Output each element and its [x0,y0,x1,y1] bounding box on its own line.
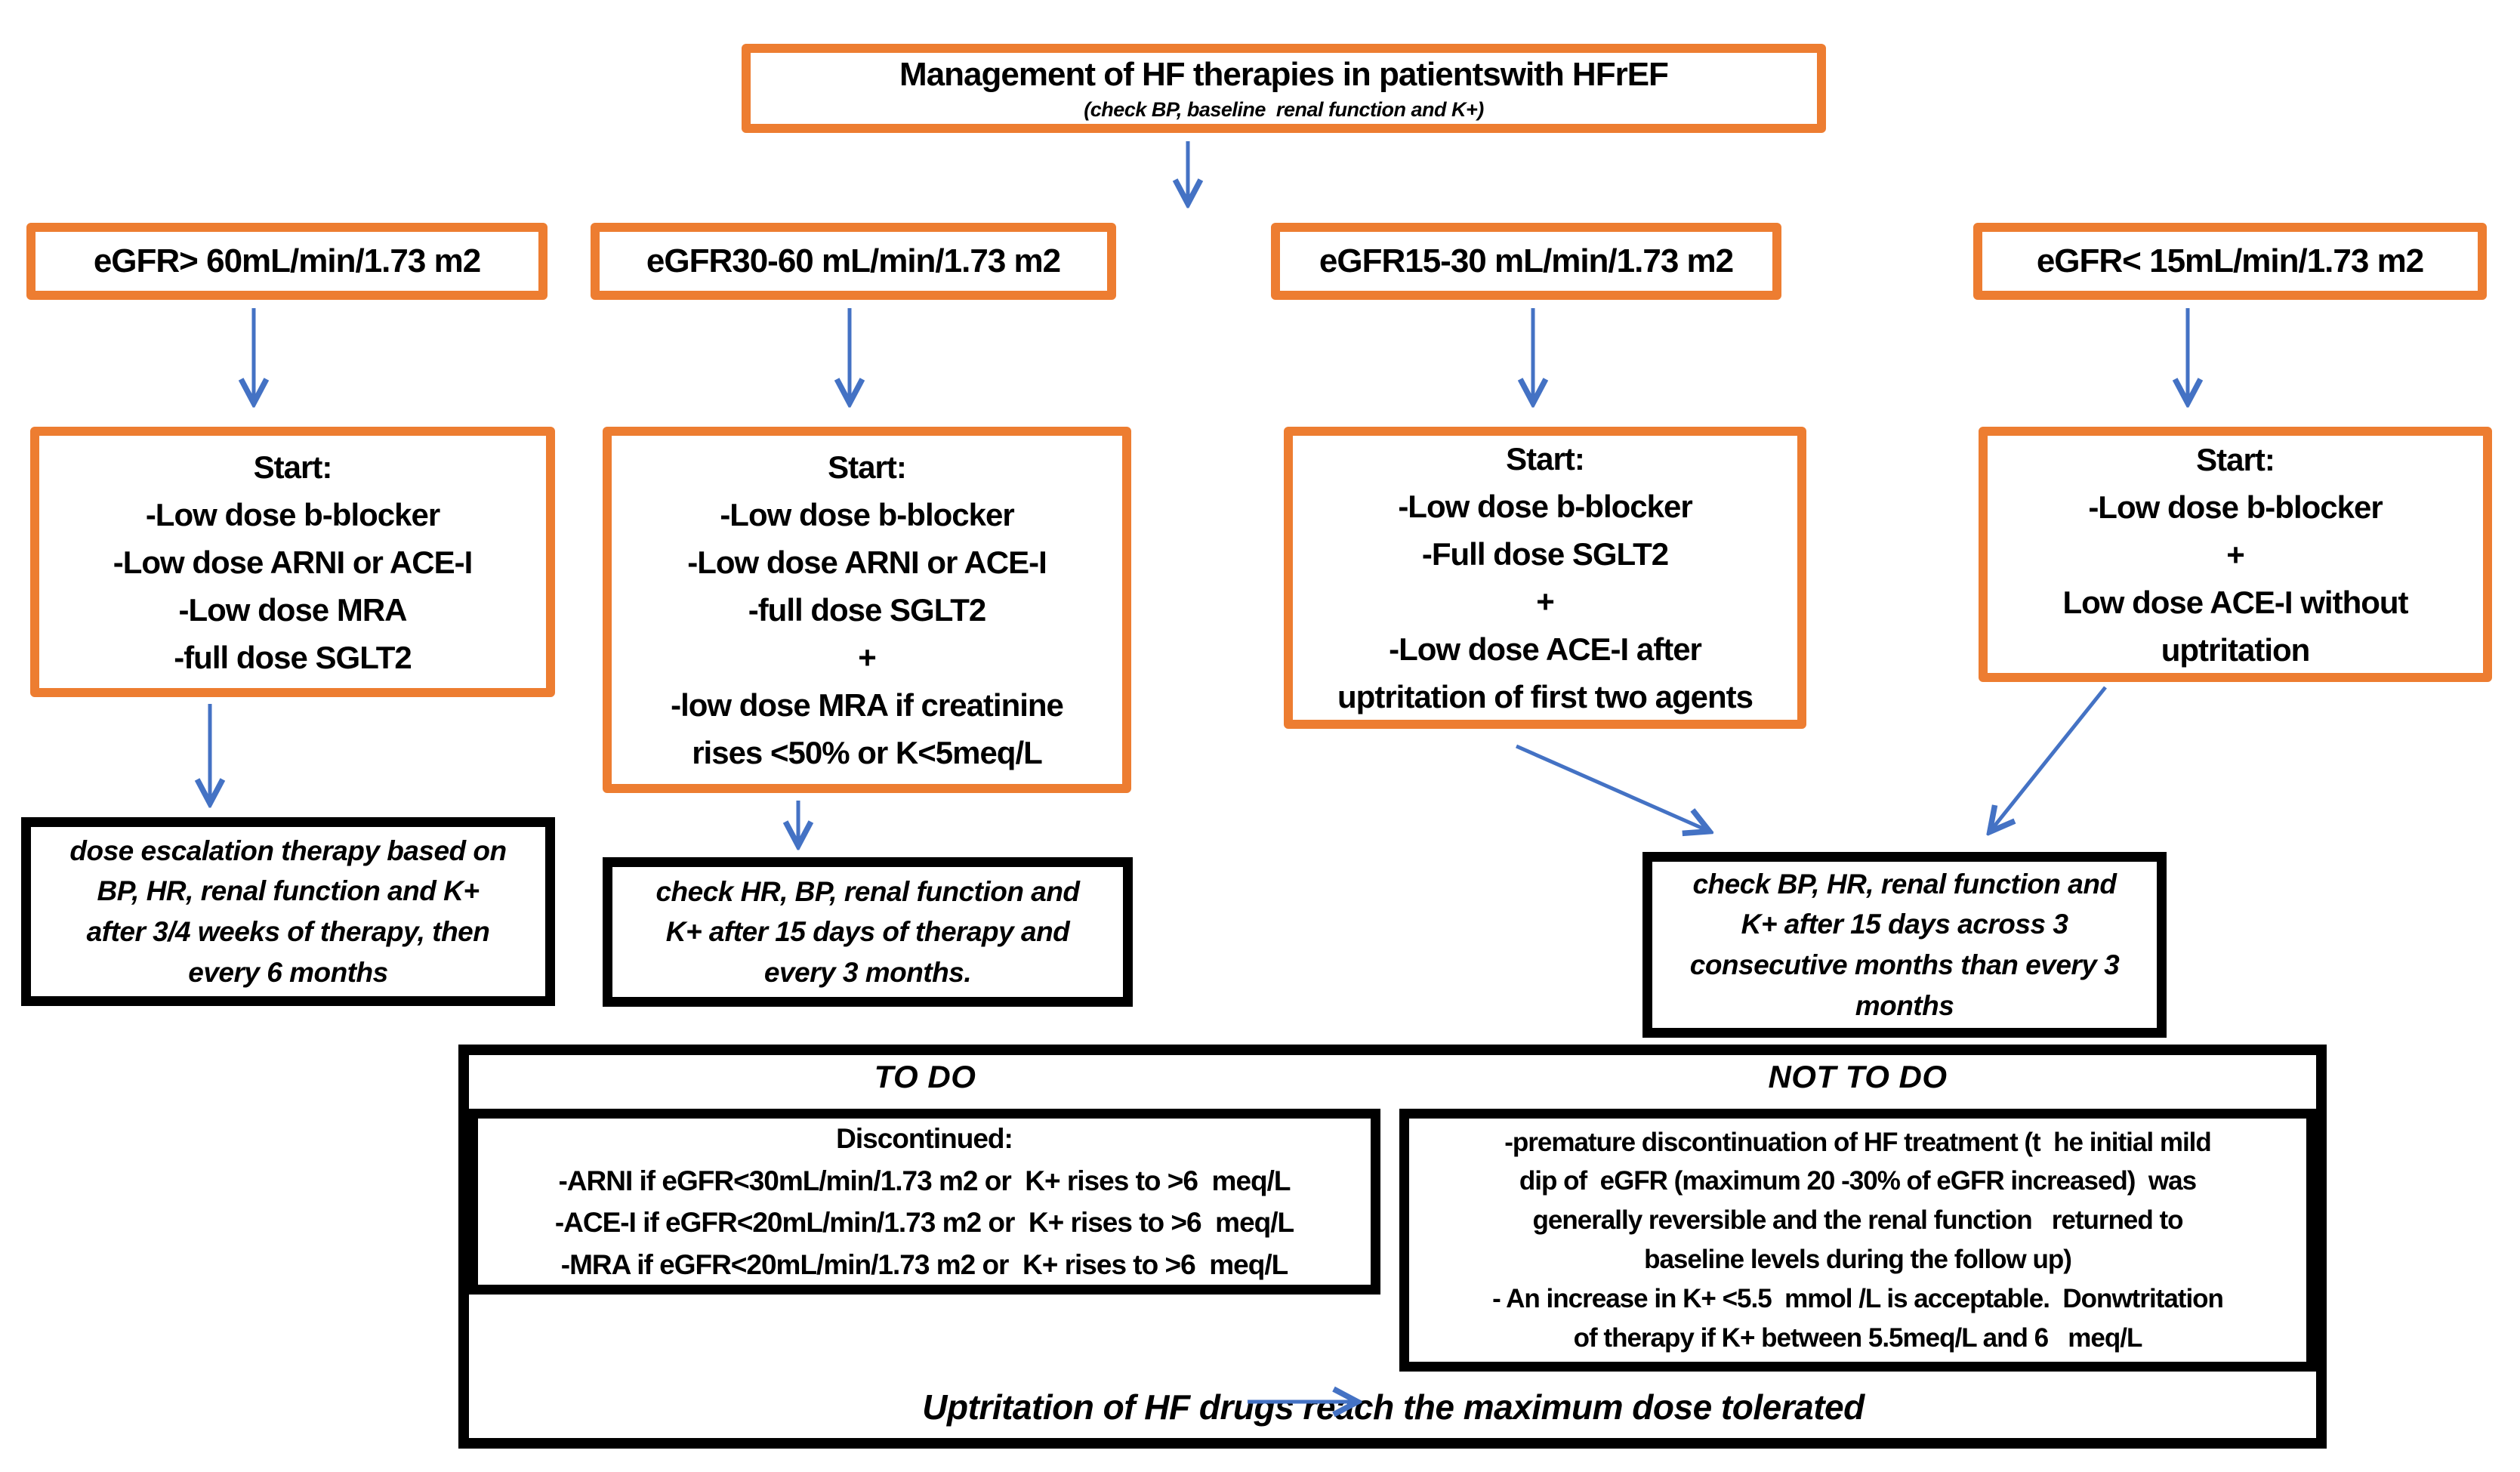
text-line: -Full dose SGLT2 [1421,536,1669,572]
title-box [742,44,1826,133]
monitoring-box-dose-escalation [21,817,555,1006]
text-line: every 6 months [188,956,388,988]
start-box-egfr-30-60 [603,427,1131,793]
text-line: -Low dose ARNI or ACE-I [687,545,1047,580]
text-line: K+ after 15 days of therapy and [665,916,1070,948]
text-line: rises <50% or K<5meq/L [692,735,1042,770]
start-box-egfr-15-30 [1284,427,1806,729]
text-line: + [858,640,876,675]
discontinued-title: Discontinued: [836,1123,1013,1154]
discontinued-box [468,1109,1380,1295]
text-line: Start: [2196,441,2275,477]
text-line: K+ after 15 days across 3 [1741,909,2068,940]
text-line: months [1855,989,1954,1021]
discontinued-lines [555,1160,1294,1286]
title-subheading: (check BP, baseline renal function and K+) [1084,97,1484,121]
uptitration-note: Uptritation of HF drugs reach the maximum dose tolerated [922,1387,1865,1427]
text-line: -ARNI if eGFR<30mL/min/1.73 m2 or K+ rises to >6 meq/L [558,1165,1291,1196]
text-line: -premature discontinuation of HF treatment (t he initial mild [1504,1127,2211,1157]
todo-header: TO DO [874,1059,976,1094]
text-line: -full dose SGLT2 [174,639,412,675]
arrow-start4-to-monitoring3 [1991,687,2105,831]
text-line: Start: [828,449,906,485]
text-line: check HR, BP, renal function and [655,875,1080,907]
start-box-egfr-gt60 [30,427,555,697]
not-todo-box [1399,1109,2316,1372]
text-line: -Low dose b-blocker [1398,489,1692,524]
text-line: after 3/4 weeks of therapy, then [86,916,490,947]
text-line: -low dose MRA if creatinine [671,687,1063,723]
egfr-lt15-label: eGFR< 15mL/min/1.73 m2 [2036,242,2424,279]
text-line: generally reversible and the renal function returned to [1532,1205,2183,1236]
text-line: -Low dose ARNI or ACE-I [113,544,473,580]
text-line: -ACE-I if eGFR<20mL/min/1.73 m2 or K+ rises to >6 meq/L [554,1207,1294,1238]
text-line: every 3 months. [763,956,972,988]
text-line: uptritation [2161,631,2310,668]
text-line: uptritation of first two agents [1337,679,1753,714]
text-line: baseline levels during the follow up) [1644,1245,2071,1274]
egfr-30-60-label: eGFR30-60 mL/min/1.73 m2 [646,242,1061,279]
text-line: -MRA if eGFR<20mL/min/1.73 m2 or K+ rises to >6 meq/L [560,1248,1288,1280]
egfr-30-60-box [591,223,1116,300]
text-line: -Low dose b-blocker [2088,489,2383,525]
text-line: -Low dose b-blocker [145,496,440,532]
title-heading: Management of HF therapies in patientswith HFrEF [899,55,1668,93]
text-line: dip of eGFR (maximum 20 -30% of eGFR increased) was [1519,1166,2197,1196]
text-line: + [2226,536,2244,572]
egfr-15-30-box [1271,223,1781,300]
text-line: + [1536,584,1554,619]
text-line: Low dose ACE-I without [2062,584,2408,620]
text-line: consecutive months than every 3 [1689,949,2120,980]
text-line: -Low dose MRA [178,591,407,628]
egfr-gt60-box [26,223,547,300]
text-line: -Low dose ACE-I after [1389,631,1701,667]
not-todo-header: NOT TO DO [1768,1059,1948,1094]
start-box-egfr-lt15 [1979,427,2492,682]
monitoring-box-15-days [603,857,1133,1007]
text-line: BP, HR, renal function and K+ [97,875,480,907]
text-line: Start: [1506,441,1584,477]
arrow-start3-to-monitoring3 [1516,746,1708,831]
text-line: dose escalation therapy based on [69,835,507,866]
egfr-lt15-box [1973,223,2487,300]
text-line: -full dose SGLT2 [748,592,986,628]
monitoring-box-consecutive-months [1642,852,2167,1038]
text-line: of therapy if K+ between 5.5meq/L and 6 meq/L [1573,1322,2142,1353]
egfr-15-30-label: eGFR15-30 mL/min/1.73 m2 [1319,242,1734,279]
text-line: - An increase in K+ <5.5 mmol /L is acceptable. Donwtritation [1492,1283,2223,1313]
text-line: -Low dose b-blocker [720,497,1014,532]
text-line: check BP, HR, renal function and [1692,868,2117,900]
egfr-gt60-label: eGFR> 60mL/min/1.73 m2 [93,242,481,279]
text-line: Start: [253,449,332,485]
